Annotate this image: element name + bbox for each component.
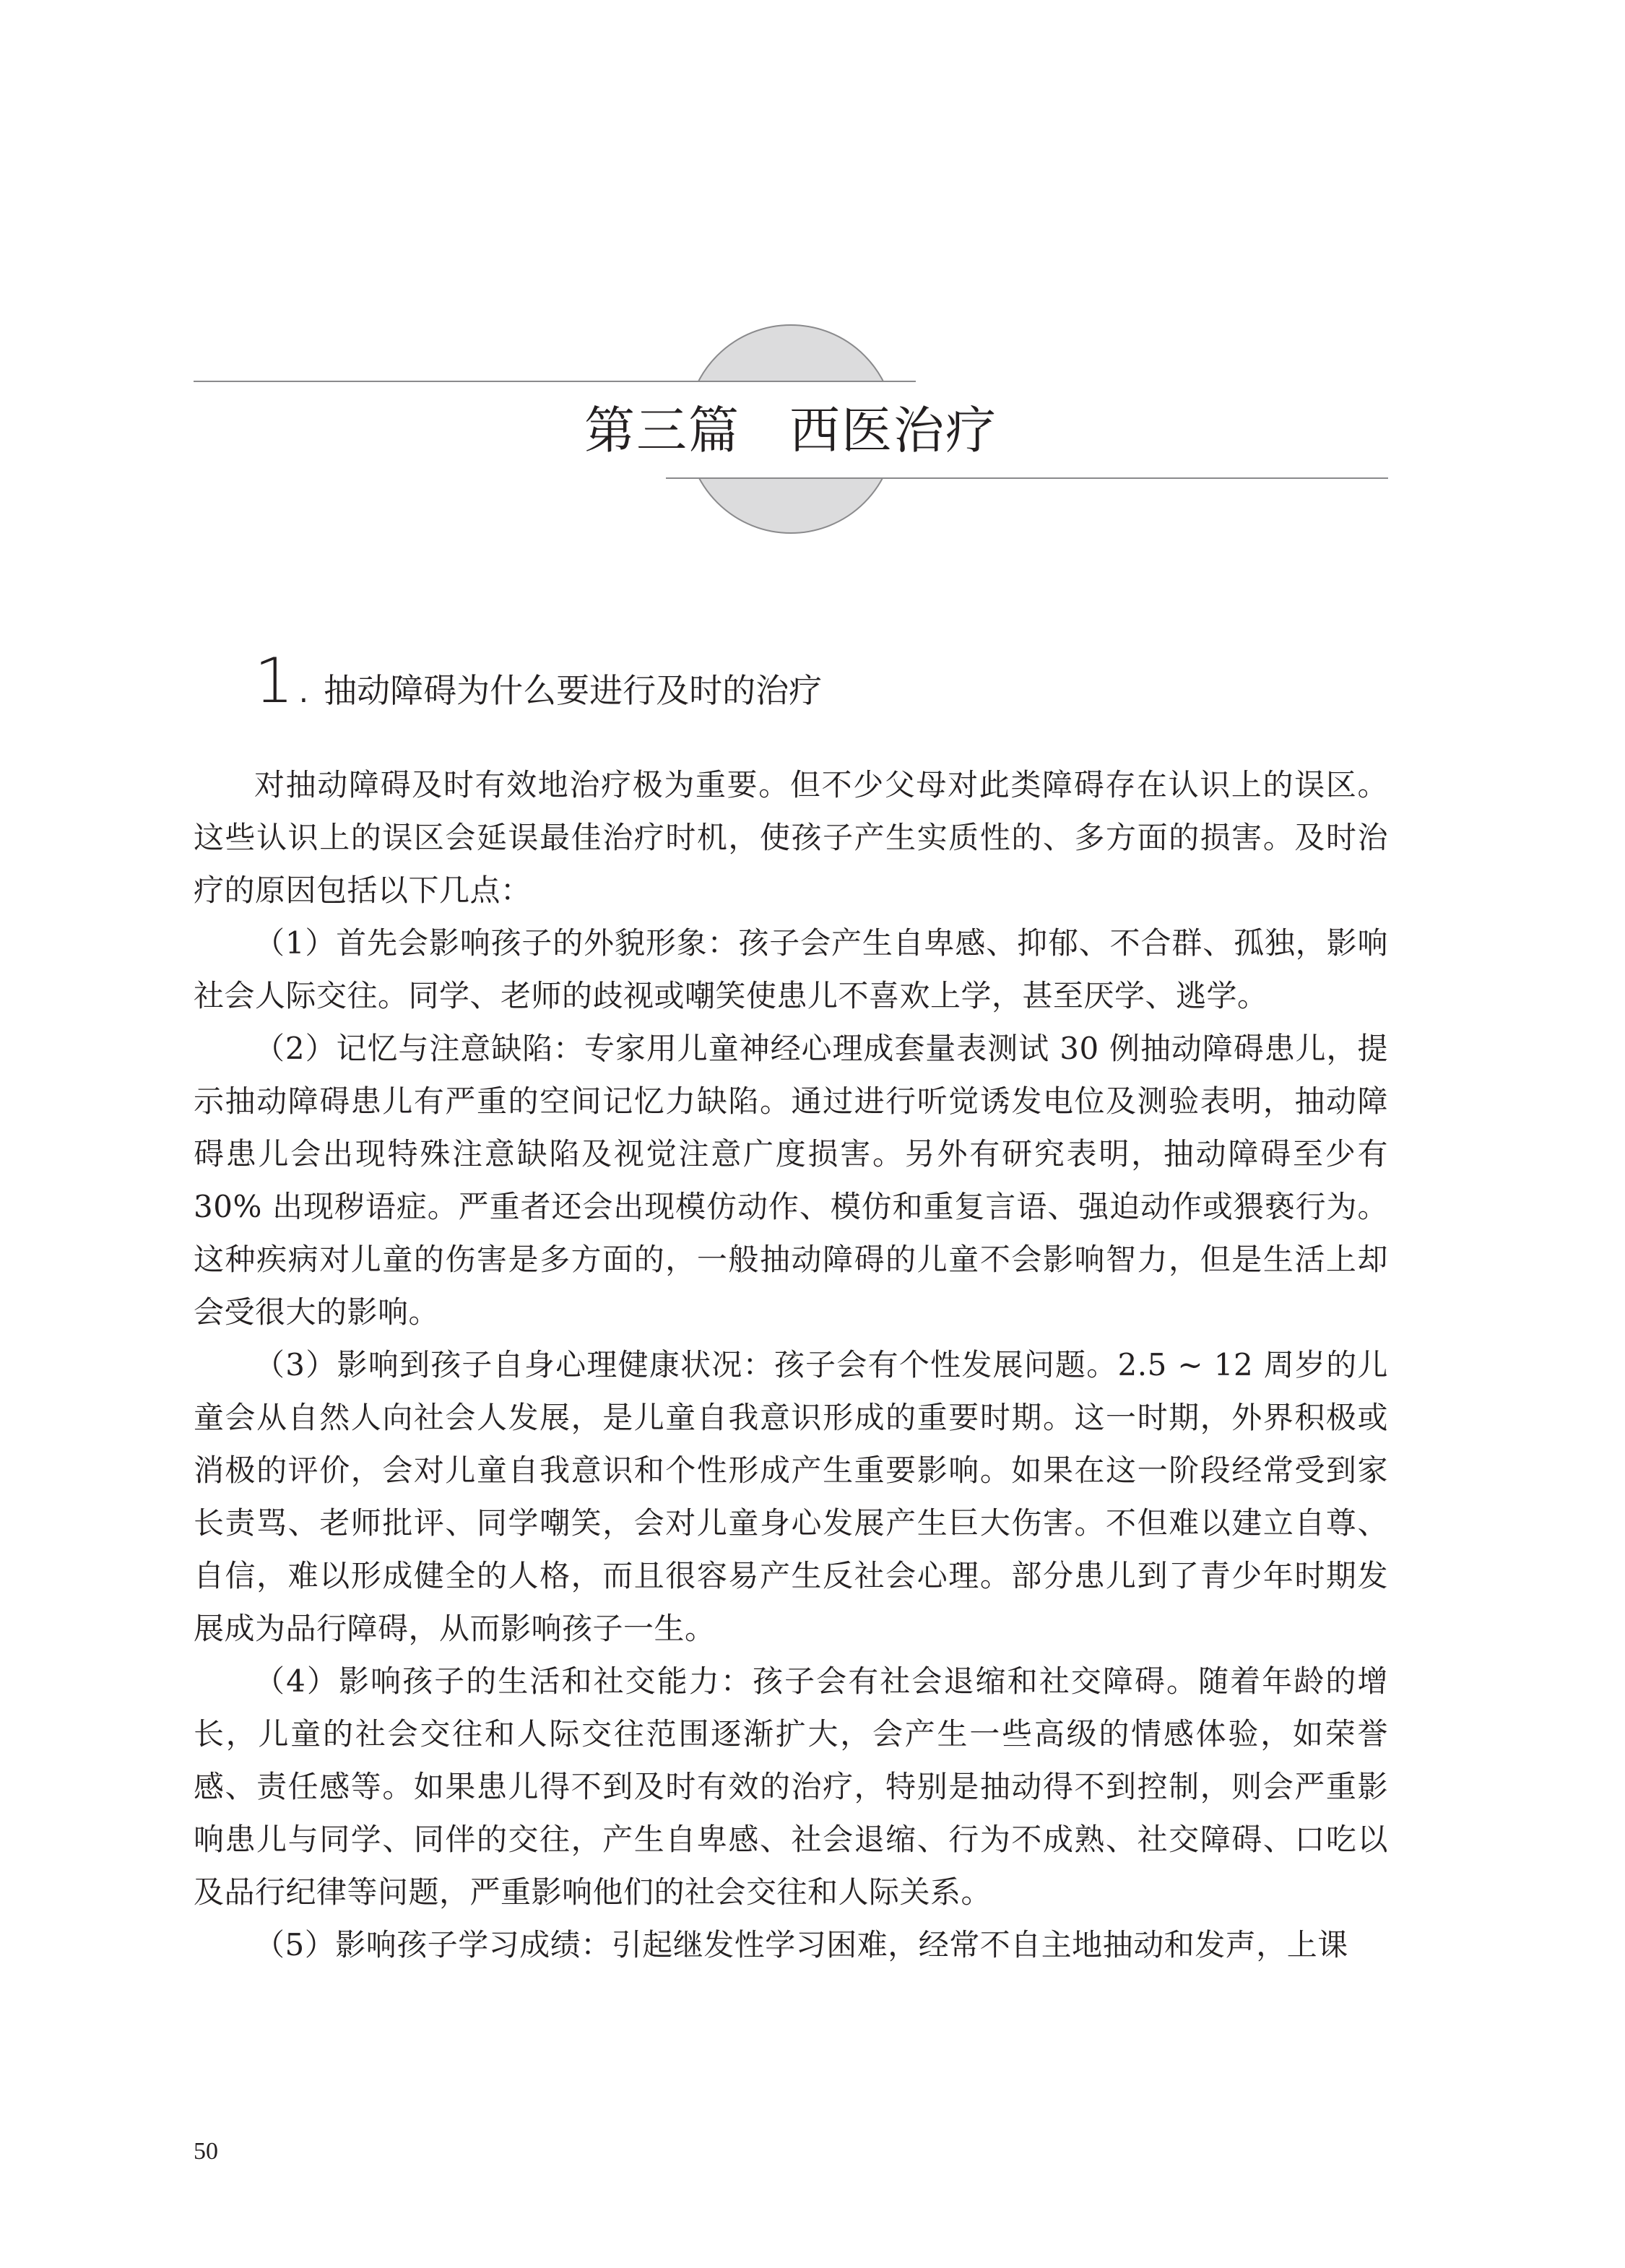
paragraph: （1）首先会影响孩子的外貌形象：孩子会产生自卑感、抑郁、不合群、孤独，影响社会人际交往。同学、老师的歧视或嘲笑使患儿不喜欢上学，甚至厌学、逃学。 <box>194 925 1388 1013</box>
part-label: 第三篇 <box>584 401 740 460</box>
paragraph: （5）影响孩子学习成绩：引起继发性学习困难，经常不自主地抽动和发声，上课 <box>254 1927 1348 1962</box>
page-number: 50 <box>194 2138 218 2165</box>
body-text <box>194 758 1388 1971</box>
section-number: 1. <box>254 645 314 717</box>
part-header <box>194 318 1388 563</box>
part-name: 西医治疗 <box>789 401 997 460</box>
paragraph: （2）记忆与注意缺陷：专家用儿童神经心理成套量表测试 30 例抽动障碍患儿，提示抽动障碍患儿有严重的空间记忆力缺陷。通过进行听觉诱发电位及测验表明，抽动障碍患儿会出现特殊注意缺陷及视觉注意广度损害。另外有研究表明，抽动障碍至少有 30% 出现秽语症。严重者还会出现模仿动作、模仿和重复言语、强迫动作或猥亵行为。这种疾病对儿童的伤害是多方面的，一般抽动障碍的儿童不会影响智力，但是生活上却会受很大的影响。 <box>194 1031 1388 1330</box>
section-title: 抽动障碍为什么要进行及时的治疗 <box>324 671 823 710</box>
paragraph: （4）影响孩子的生活和社交能力：孩子会有社会退缩和社交障碍。随着年龄的增长，儿童的社会交往和人际交往范围逐渐扩大，会产生一些高级的情感体验，如荣誉感、责任感等。如果患儿得不到及时有效的治疗，特别是抽动得不到控制，则会严重影响患儿与同学、同伴的交往，产生自卑感、社会退缩、行为不成熟、社交障碍、口吃以及品行纪律等问题，严重影响他们的社会交往和人际关系。 <box>194 1663 1388 1910</box>
paragraph: （3）影响到孩子自身心理健康状况：孩子会有个性发展问题。2.5 ~ 12 周岁的儿童会从自然人向社会人发展，是儿童自我意识形成的重要时期。这一时期，外界积极或消极的评价，会对儿童自我意识和个性形成产生重要影响。如果在这一阶段经常受到家长责骂、老师批评、同学嘲笑，会对儿童身心发展产生巨大伤害。不但难以建立自尊、自信，难以形成健全的人格，而且很容易产生反社会心理。部分患儿到了青少年时期发展成为品行障碍，从而影响孩子一生。 <box>194 1347 1388 1646</box>
section-heading <box>254 645 823 717</box>
paragraph: 对抽动障碍及时有效地治疗极为重要。但不少父母对此类障碍存在认识上的误区。这些认识上的误区会延误最佳治疗时机，使孩子产生实质性的、多方面的损害。及时治疗的原因包括以下几点： <box>194 767 1388 908</box>
part-title <box>194 390 1388 463</box>
